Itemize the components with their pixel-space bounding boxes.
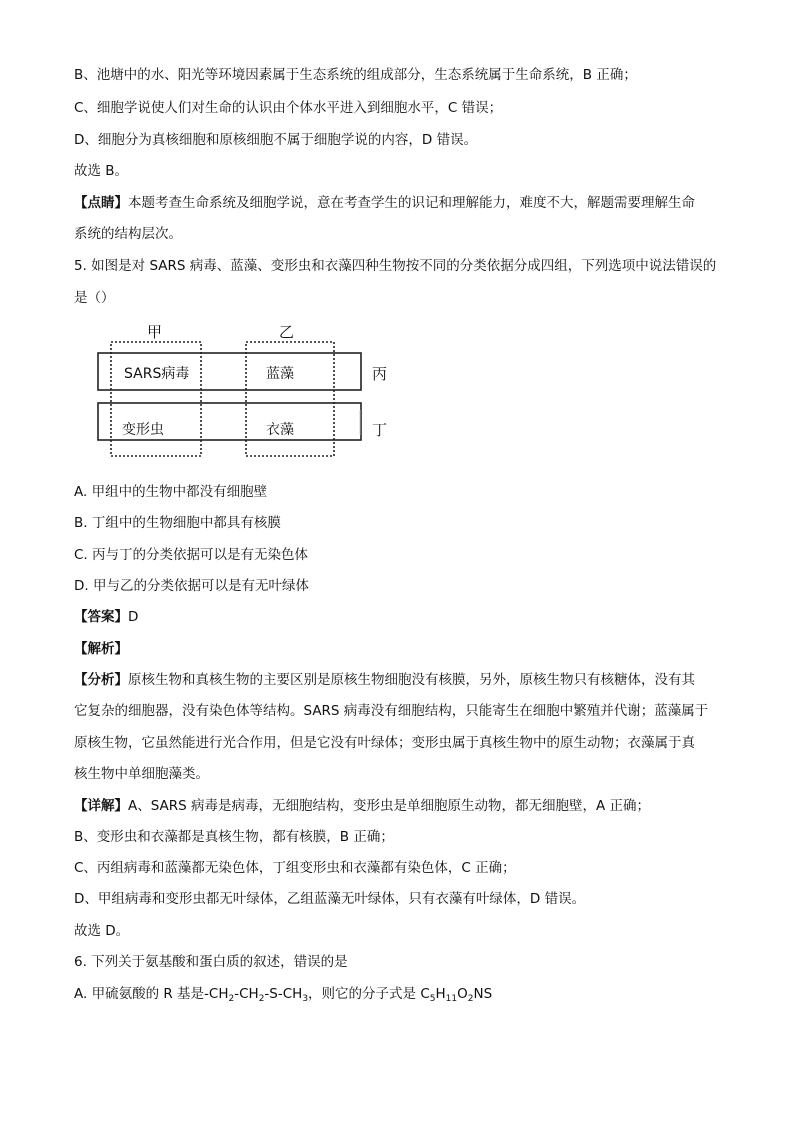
q6-a-sub-1: 2	[228, 994, 235, 1004]
q6-a-part-7: NS	[473, 986, 493, 1002]
dianjing-text-1: 本题考查生命系统及细胞学说，意在考查学生的识记和理解能力，难度不大，解题需要理解生命	[128, 195, 695, 211]
q6-a-part-6: O	[457, 986, 468, 1002]
dianjing-tag: 【点睛】	[74, 195, 128, 211]
q5-stem-1: 5. 如图是对 SARS 病毒、蓝藻、变形虫和衣藻四种生物按不同的分类依据分成四组，下列选项中说法错误的	[74, 258, 717, 274]
xiangjie-text-a: A、SARS 病毒是病毒，无细胞结构，变形虫是单细胞原生动物，都无细胞壁，A 正确；	[128, 798, 651, 814]
q6-a-sub-3: 3	[302, 994, 309, 1004]
dianjing-line-1	[74, 193, 695, 213]
q6-a-part-3: -S-CH	[264, 986, 303, 1002]
fenxi-line-4: 核生物中单细胞藻类。	[74, 766, 209, 782]
cell-blue-algae: 蓝藻	[266, 366, 294, 382]
q5-option-a: A. 甲组中的生物中都没有细胞壁	[74, 484, 268, 500]
xiangjie-line-a	[74, 796, 650, 816]
xiangjie-conclusion: 故选 D。	[74, 923, 130, 939]
answer-value: D	[128, 609, 139, 625]
answer-tag: 【答案】	[74, 609, 128, 625]
fenxi-line-2: 它复杂的细胞器，没有染色体等结构。SARS 病毒没有细胞结构，只能寄生在细胞中繁殖并代谢；蓝藻属于	[74, 703, 709, 719]
fenxi-line-3: 原核生物，它虽然能进行光合作用，但是它没有叶绿体；变形虫属于真核生物中的原生动物；衣藻属于真	[74, 735, 695, 751]
answer-line	[74, 607, 138, 627]
q5-stem-2: 是（）	[74, 290, 115, 306]
q6-a-part-5: H	[435, 986, 446, 1002]
fenxi-tag: 【分析】	[74, 672, 128, 688]
label-jia: 甲	[147, 323, 163, 341]
q6-stem: 6. 下列关于氨基酸和蛋白质的叙述，错误的是	[74, 954, 348, 970]
q6-a-sub-5: 11	[445, 994, 458, 1004]
q5-option-c: C. 丙与丁的分类依据可以是有无染色体	[74, 547, 309, 563]
fenxi-text-1: 原核生物和真核生物的主要区别是原核生物细胞没有核膜，另外，原核生物只有核糖体，没有其	[128, 672, 695, 688]
text-line-d: D、细胞分为真核细胞和原核细胞不属于细胞学说的内容，D 错误。	[74, 132, 478, 148]
label-yi: 乙	[279, 323, 295, 341]
cell-amoeba: 变形虫	[122, 422, 164, 438]
q6-a-sub-6: 2	[467, 994, 474, 1004]
text-line-c: C、细胞学说使人们对生命的认识由个体水平进入到细胞水平，C 错误；	[74, 100, 503, 116]
label-ding: 丁	[372, 421, 388, 439]
column-yi-box	[246, 342, 334, 456]
xiangjie-tag: 【详解】	[74, 798, 128, 814]
text-line-conclusion: 故选 B。	[74, 163, 129, 179]
q6-a-part-4: ，则它的分子式是 C	[308, 986, 430, 1002]
text-line-b: B、池塘中的水、阳光等环境因素属于生态系统的组成部分，生态系统属于生命系统，B 正确；	[74, 67, 637, 83]
dianjing-line-2: 系统的结构层次。	[74, 226, 182, 242]
column-jia-box	[111, 342, 201, 456]
q5-option-b: B. 丁组中的生物细胞中都具有核膜	[74, 515, 281, 531]
xiangjie-line-c: C、丙组病毒和蓝藻都无染色体，丁组变形虫和衣藻都有染色体，C 正确；	[74, 860, 516, 876]
cell-sars-virus: SARS病毒	[124, 366, 190, 382]
label-bing: 丙	[372, 365, 388, 383]
q6-a-part-2: -CH	[234, 986, 259, 1002]
jiexi-tag: 【解析】	[74, 641, 128, 657]
fenxi-line-1	[74, 670, 695, 690]
xiangjie-line-d: D、甲组病毒和变形虫都无叶绿体，乙组蓝藻无叶绿体，只有衣藻有叶绿体，D 错误。	[74, 891, 586, 907]
cell-chlamydomonas: 衣藻	[266, 422, 294, 438]
q6-option-a	[74, 984, 492, 1009]
q6-a-sub-4: 5	[429, 994, 436, 1004]
xiangjie-line-b: B、变形虫和衣藻都是真核生物，都有核膜，B 正确；	[74, 829, 394, 845]
q6-a-sub-2: 2	[258, 994, 265, 1004]
q6-a-part-1: A. 甲硫氨酸的 R 基是-CH	[74, 986, 229, 1002]
classification-diagram	[95, 320, 395, 465]
q5-option-d: D. 甲与乙的分类依据可以是有无叶绿体	[74, 578, 309, 594]
